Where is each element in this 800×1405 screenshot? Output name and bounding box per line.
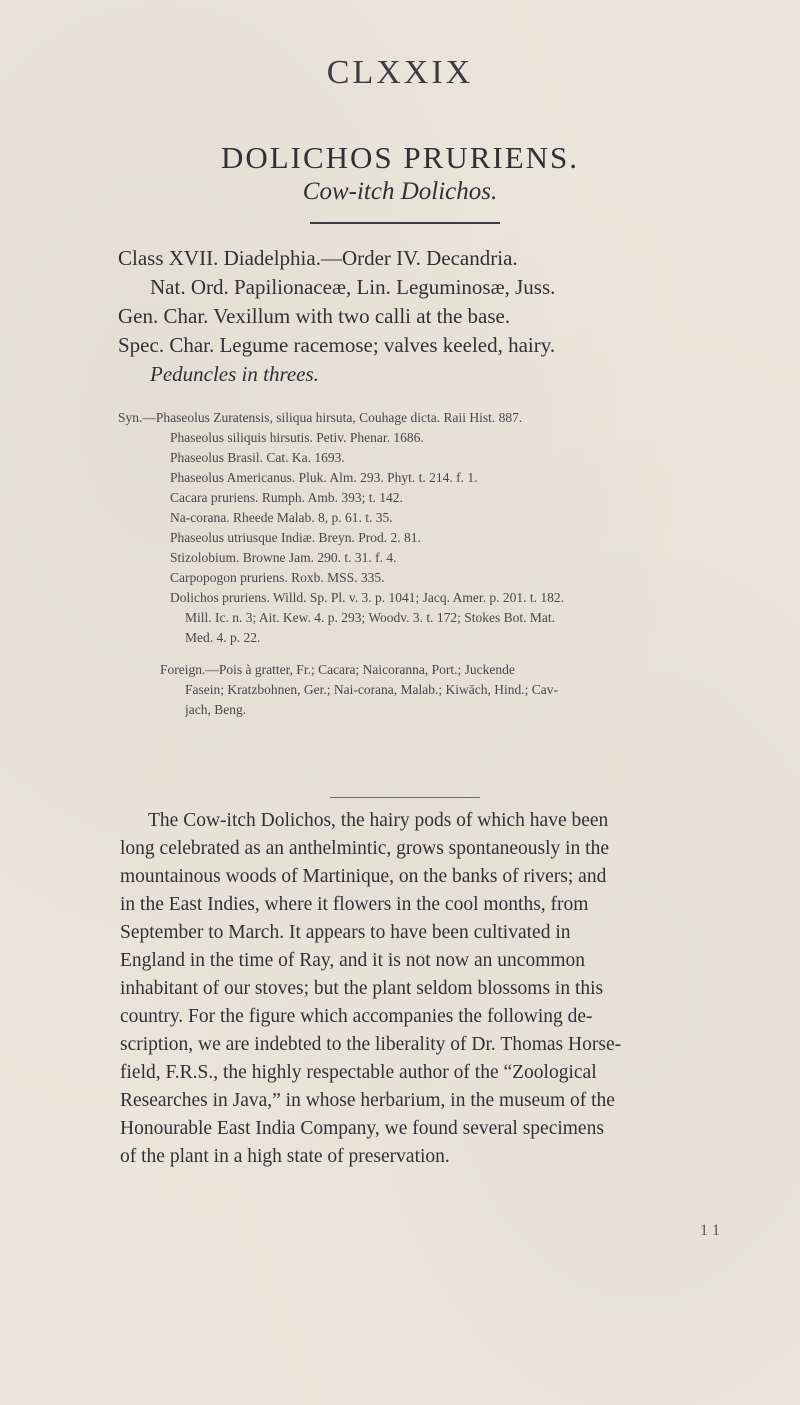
synonym-line: Phaseolus utriusque Indiæ. Breyn. Prod. 2. 81. <box>170 530 421 545</box>
synonym-line: Stizolobium. Browne Jam. 290. t. 31. f. 4. <box>170 550 397 565</box>
common-name: Cow-itch Dolichos. <box>302 178 498 205</box>
generic-character-line: Gen. Char. Vexillum with two calli at the base. <box>118 304 511 328</box>
body-text-line: Researches in Java,” in whose herbarium, in the museum of the <box>120 1090 615 1111</box>
body-text-line: of the plant in a high state of preservation. <box>120 1146 450 1167</box>
body-text-line: field, F.R.S., the highly respectable author of the “Zoological <box>120 1062 597 1083</box>
section-rule <box>330 797 480 798</box>
synonym-line: Dolichos pruriens. Willd. Sp. Pl. v. 3. p. 1041; Jacq. Amer. p. 201. t. 182. <box>170 590 564 605</box>
natural-order-line: Nat. Ord. Papilionaceæ, Lin. Leguminosæ, Juss. <box>150 275 556 299</box>
class-line: Class XVII. Diadelphia.—Order IV. Decandria. <box>118 246 518 270</box>
body-text-line: in the East Indies, where it flowers in the cool months, from <box>120 894 589 915</box>
synonym-line: Carpopogon pruriens. Roxb. MSS. 335. <box>170 570 385 585</box>
foreign-names-line: Foreign.—Pois à gratter, Fr.; Cacara; Naicoranna, Port.; Juckende <box>160 662 515 677</box>
body-text-line: scription, we are indebted to the liberality of Dr. Thomas Horse- <box>120 1034 622 1055</box>
specific-character-continued: Peduncles in threes. <box>150 362 319 386</box>
body-text-line: The Cow-itch Dolichos, the hairy pods of which have been <box>148 810 609 831</box>
synonym-line: Mill. Ic. n. 3; Ait. Kew. 4. p. 293; Woodv. 3. t. 172; Stokes Bot. Mat. <box>185 610 556 625</box>
body-text-line: long celebrated as an anthelmintic, grows spontaneously in the <box>120 838 609 859</box>
body-text-line: mountainous woods of Martinique, on the banks of rivers; and <box>120 866 607 887</box>
foreign-names-line: jach, Beng. <box>185 702 247 717</box>
page-title: DOLICHOS PRURIENS. <box>220 140 580 175</box>
synonym-line: Na-corana. Rheede Malab. 8, p. 61. t. 35. <box>170 510 393 525</box>
body-text-line: inhabitant of our stoves; but the plant seldom blossoms in this <box>120 978 604 999</box>
synonym-line: Phaseolus siliquis hirsutis. Petiv. Phenar. 1686. <box>170 430 424 445</box>
title-rule <box>310 222 500 224</box>
page-marker: 1 1 <box>700 1222 720 1239</box>
body-text-line: September to March. It appears to have been cultivated in <box>120 922 571 943</box>
body-text-line: England in the time of Ray, and it is not now an uncommon <box>120 950 586 971</box>
synonym-line: Cacara pruriens. Rumph. Amb. 393; t. 142. <box>170 490 403 505</box>
specific-character-line: Spec. Char. Legume racemose; valves keeled, hairy. <box>118 333 556 357</box>
synonym-line: Syn.—Phaseolus Zuratensis, siliqua hirsuta, Couhage dicta. Raii Hist. 887. <box>118 410 523 425</box>
body-text-line: country. For the figure which accompanies the following de- <box>120 1006 593 1027</box>
foreign-names-line: Fasein; Kratzbohnen, Ger.; Nai-corana, Malab.; Kiwāch, Hind.; Cav- <box>185 682 559 697</box>
synonym-line: Phaseolus Americanus. Pluk. Alm. 293. Phyt. t. 214. f. 1. <box>170 470 478 485</box>
body-text-line: Honourable East India Company, we found several specimens <box>120 1118 604 1139</box>
synonym-line: Phaseolus Brasil. Cat. Ka. 1693. <box>170 450 345 465</box>
synonym-line: Med. 4. p. 22. <box>185 630 261 645</box>
plate-number: CLXXIX <box>326 54 474 91</box>
